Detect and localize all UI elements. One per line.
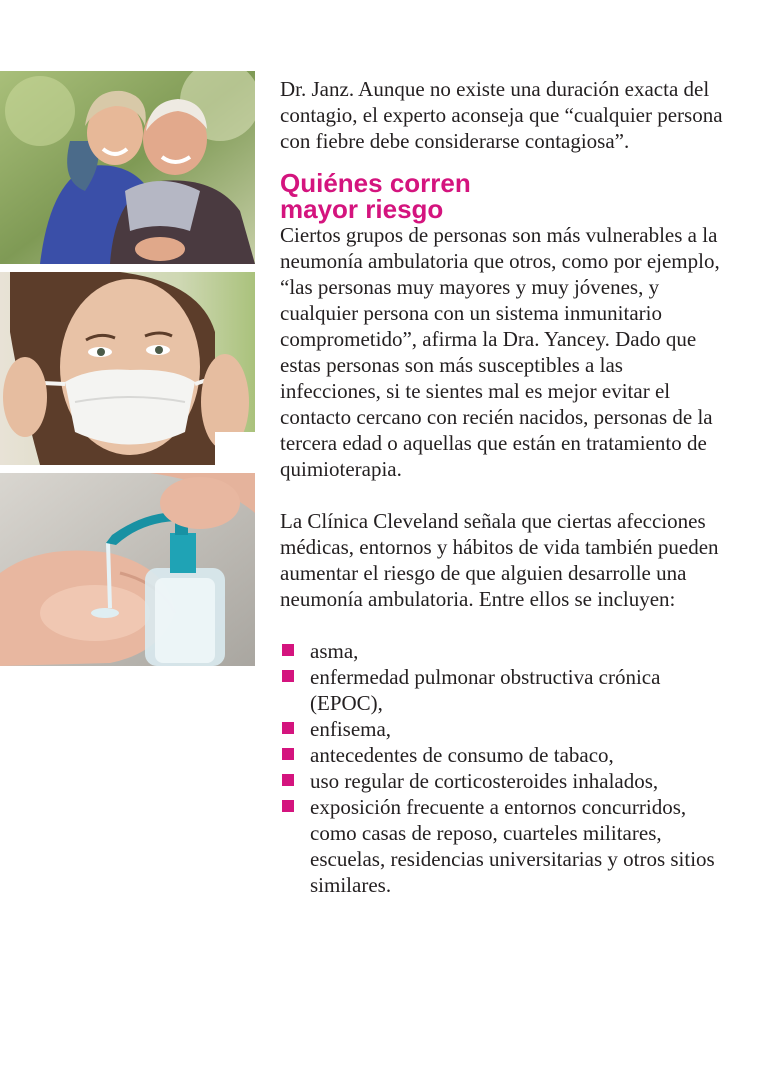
- intro-paragraph: Dr. Janz. Aunque no existe una duración exacta del contagio, el experto aconseja que “cualquier persona con fiebre debe considerarse contagiosa”.: [280, 77, 723, 153]
- photo-woman-mask: [0, 272, 255, 465]
- list-item: antecedentes de consumo de tabaco,: [280, 742, 725, 768]
- square-bullet-icon: [282, 670, 294, 682]
- risk-factor-list: [280, 638, 725, 898]
- list-item: uso regular de corticosteroides inhalados,: [280, 768, 725, 794]
- list-item: enfermedad pulmonar obstructiva crónica (EPOC),: [280, 664, 725, 716]
- photo-hand-sanitizer: [0, 473, 255, 666]
- list-item: asma,: [280, 638, 725, 664]
- photo-elderly-couple: [0, 71, 255, 264]
- square-bullet-icon: [282, 800, 294, 812]
- article-column: [280, 76, 725, 898]
- section-heading: [280, 170, 725, 222]
- square-bullet-icon: [282, 722, 294, 734]
- cleveland-paragraph: La Clínica Cleveland señala que ciertas afecciones médicas, entornos y hábitos de vida también pueden aumentar el riesgo de que alguien desarrolle una neumonía ambulatoria. Entre ellos se incluyen:: [280, 509, 719, 611]
- risk-paragraph: Ciertos grupos de personas son más vulnerables a la neumonía ambulatoria que otros, como por ejemplo, “las personas muy mayores y muy jóvenes, y cualquier persona con un sistema inmunitario comprometido”, afirma la Dra. Yancey. Dado que estas personas son más susceptibles a las infecciones, si te sientes mal es mejor evitar el contacto cercano con recién nacidos, personas de la tercera edad o aquellas que están en tratamiento de quimioterapia.: [280, 223, 720, 481]
- list-item: enfisema,: [280, 716, 725, 742]
- square-bullet-icon: [282, 748, 294, 760]
- square-bullet-icon: [282, 644, 294, 656]
- list-item: exposición frecuente a entornos concurridos, como casas de reposo, cuarteles militares, escuelas, residencias universitarias y otros sitios similares.: [280, 794, 725, 898]
- heading-line-1: Quiénes corren: [280, 168, 471, 198]
- heading-line-2: mayor riesgo: [280, 194, 444, 224]
- square-bullet-icon: [282, 774, 294, 786]
